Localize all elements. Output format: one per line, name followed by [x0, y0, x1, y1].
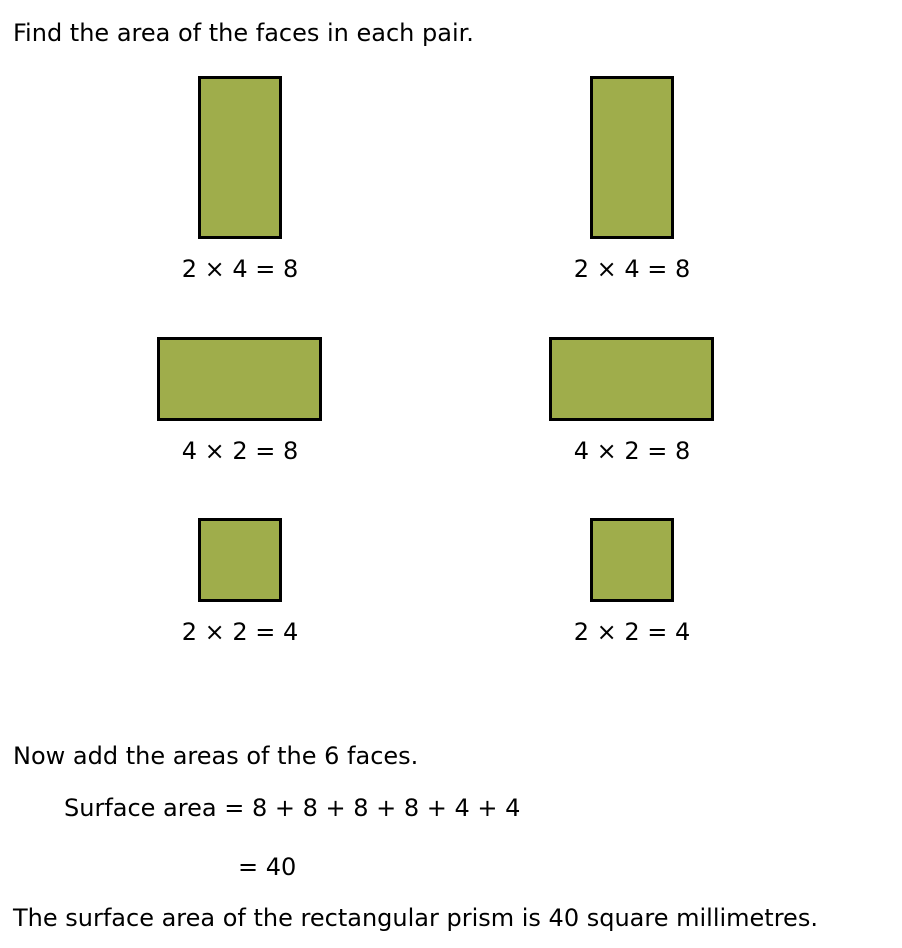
- conclusion-text: The surface area of the rectangular prism is 40 square millimetres.: [13, 904, 818, 932]
- face-2x4-right-area-label: 2 × 4 = 8: [573, 255, 691, 283]
- face-2x4-left-area-label: 2 × 4 = 8: [181, 255, 299, 283]
- surface-area-result: = 40: [238, 853, 297, 881]
- face-4x2-right: [549, 337, 714, 421]
- face-2x4-left: [198, 76, 282, 239]
- face-4x2-right-area-label: 4 × 2 = 8: [573, 437, 691, 465]
- face-2x2-right: [590, 518, 674, 602]
- face-4x2-left-area-label: 4 × 2 = 8: [181, 437, 299, 465]
- instruction-text: Find the area of the faces in each pair.: [13, 19, 474, 47]
- face-2x4-right: [590, 76, 674, 239]
- face-2x2-left-area-label: 2 × 2 = 4: [181, 618, 299, 646]
- face-4x2-left: [157, 337, 322, 421]
- face-2x2-left: [198, 518, 282, 602]
- add-areas-text: Now add the areas of the 6 faces.: [13, 742, 419, 770]
- surface-area-equation: Surface area = 8 + 8 + 8 + 8 + 4 + 4: [64, 794, 521, 822]
- face-2x2-right-area-label: 2 × 2 = 4: [573, 618, 691, 646]
